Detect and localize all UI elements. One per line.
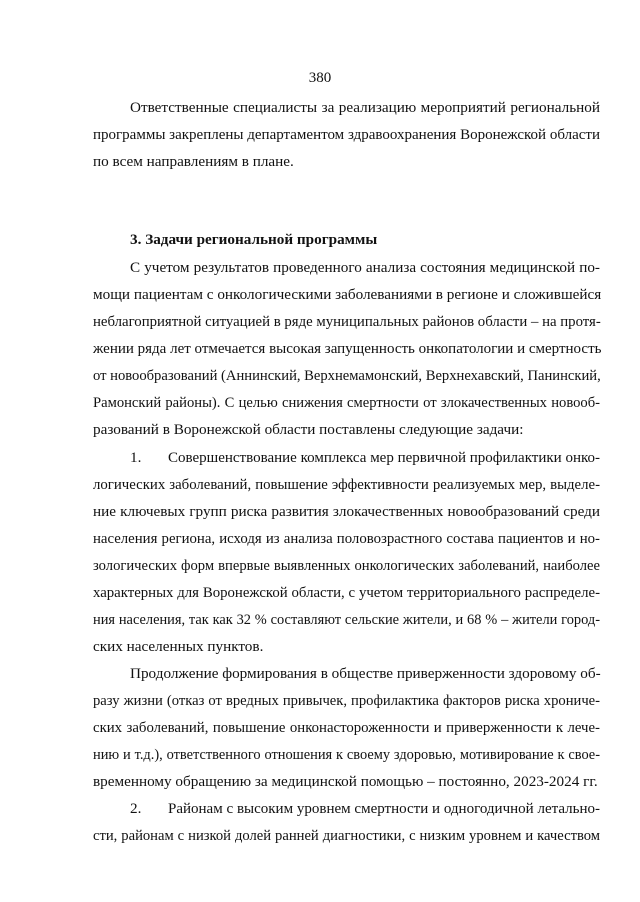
list-item-1-line: Совершенствование комплекса мер первичной профилактики онко- xyxy=(168,450,600,466)
paragraph-1-line: от новообразований (Аннинский, Верхнемамонский, Верхнехавский, Панинский, xyxy=(93,368,601,384)
paragraph-2-line: разу жизни (отказ от вредных привычек, профилактика факторов риска хрониче- xyxy=(93,693,600,709)
list-item-2-line: сти, районам с низкой долей ранней диагностики, с низким уровнем и качеством xyxy=(93,828,600,844)
list-item-2-line: Районам с высоким уровнем смертности и одногодичной летально- xyxy=(168,801,600,817)
paragraph-1-line: С учетом результатов проведенного анализа состояния медицинской по- xyxy=(130,259,600,276)
intro-line-3: по всем направлениям в плане. xyxy=(93,153,294,170)
section-heading: 3. Задачи региональной программы xyxy=(130,231,378,248)
list-item-1-line: характерных для Воронежской области, с учетом территориального распределе- xyxy=(93,585,600,601)
paragraph-1-line: Рамонский районы). С целью снижения смертности от злокачественных новооб- xyxy=(93,395,600,411)
paragraph-1-line: мощи пациентам с онкологическими заболеваниями в регионе и сложившейся xyxy=(93,286,602,303)
intro-line-2: программы закреплены департаментом здравоохранения Воронежской области xyxy=(93,127,600,143)
list-item-1-line: ских населенных пунктов. xyxy=(93,638,264,655)
list-item-1-line: ние ключевых групп риска развития злокачественных новообразований среди xyxy=(93,503,600,520)
list-item-1-line: зологических форм впервые выявленных онкологических заболеваний, наиболее xyxy=(93,558,600,574)
paragraph-1-line: разований в Воронежской области поставлены следующие задачи: xyxy=(93,421,524,438)
list-item-2-number: 2. xyxy=(130,800,142,817)
list-item-1-line: логических заболеваний, повышение эффективности реализуемых мер, выделе- xyxy=(93,477,600,493)
intro-line-1: Ответственные специалисты за реализацию мероприятий региональной xyxy=(130,99,600,116)
paragraph-2-line: нию и т.д.), ответственного отношения к своему здоровью, мотивирование к свое- xyxy=(93,747,600,763)
paragraph-1-line: жении ряда лет отмечается высокая запущенность онкопатологии и смертность xyxy=(93,341,602,357)
paragraph-1-line: неблагоприятной ситуацией в ряде муниципальных районов области – на протя- xyxy=(93,314,601,330)
list-item-1-line: населения региона, исходя из анализа половозрастного состава пациентов и но- xyxy=(93,531,600,547)
list-item-1-number: 1. xyxy=(130,449,142,466)
paragraph-2-line: Продолжение формирования в обществе приверженности здоровому об- xyxy=(130,665,601,682)
list-item-1-line: ния населения, так как 32 % составляют сельские жители, и 68 % – жители город- xyxy=(93,612,600,628)
paragraph-2-line: временному обращению за медицинской помощью – постоянно, 2023-2024 гг. xyxy=(93,773,598,790)
page-number: 380 xyxy=(308,70,332,86)
paragraph-2-line: ских заболеваний, повышение онконастороженности и приверженности к лече- xyxy=(93,720,600,736)
